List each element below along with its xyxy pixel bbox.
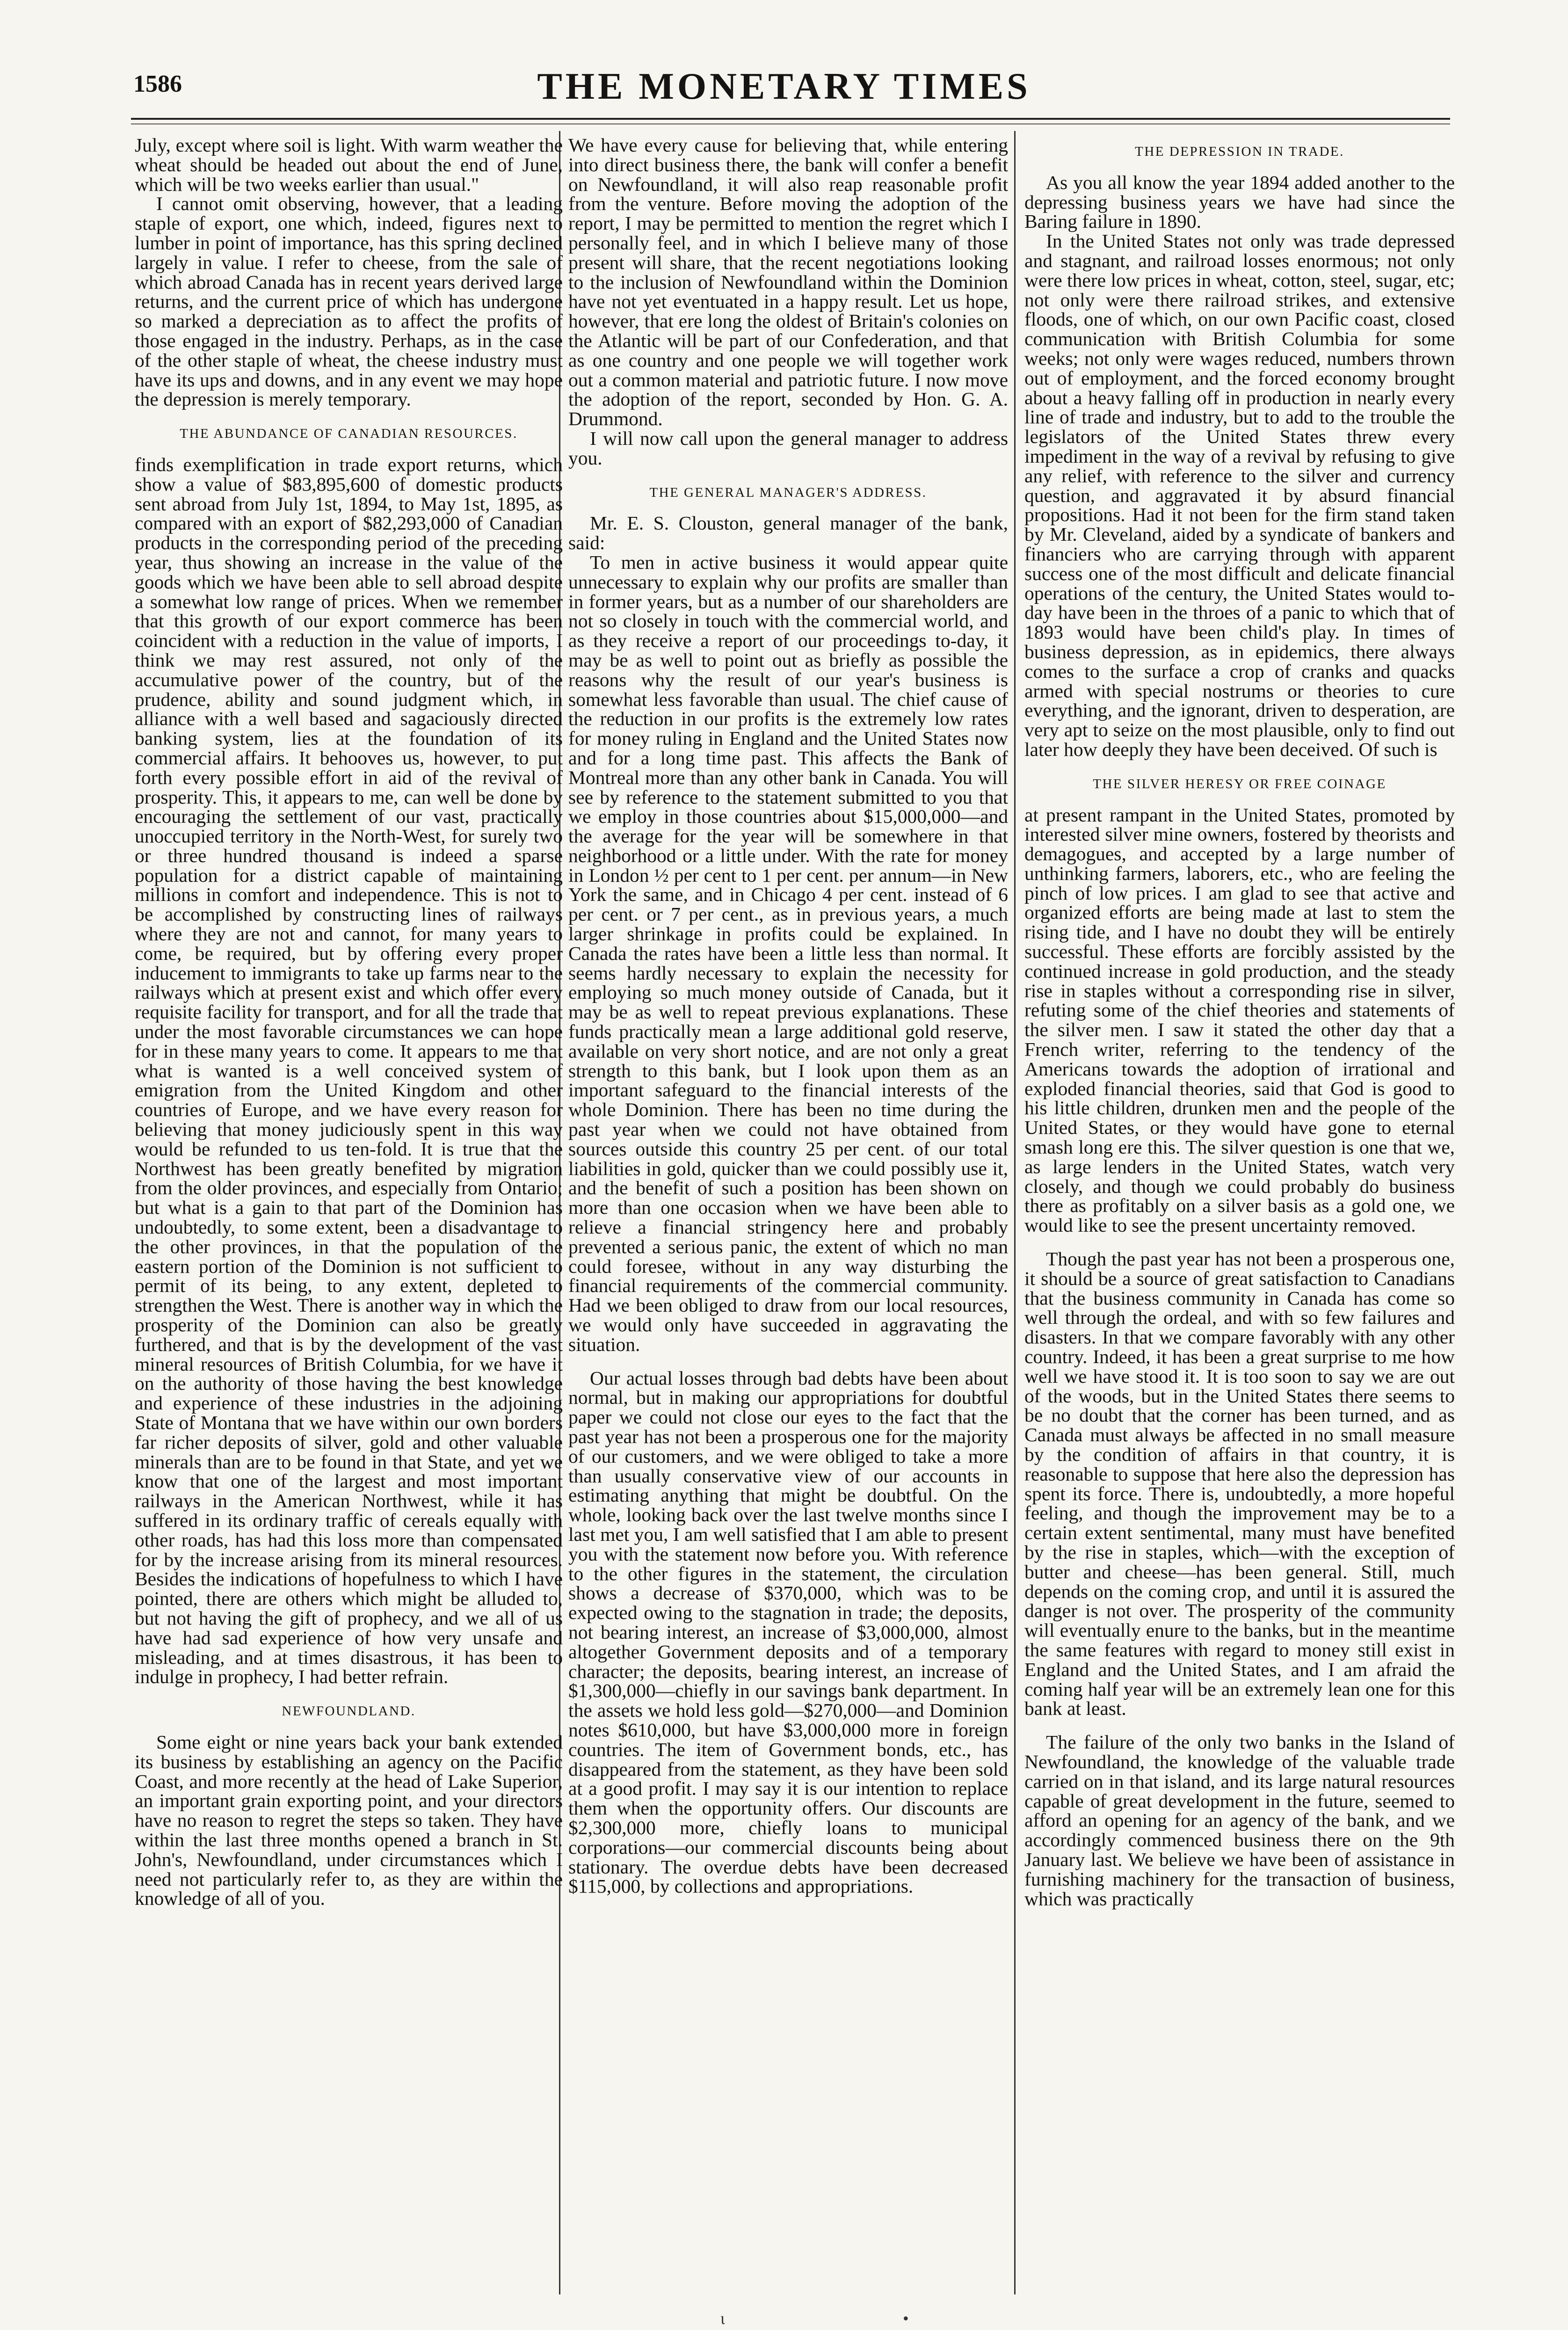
page-number: 1586 [133,71,182,97]
section-heading: NEWFOUNDLAND. [282,1704,416,1719]
paragraph: Mr. E. S. Clouston, general manager of the bank, said: [568,512,1008,554]
paragraph: finds exemplification in trade export returns, which show a value of $83,895,600 of domestic products sent abroad from July 1st, 1894, to May 1st, 1895, as compared with an export of $82,293,000 of Canadian products in the corresponding period of the preceding year, thus showing an increase in the value of the goods which we have been able to sell abroad despite a somewhat low range of prices. When we remember that this growth of our export commerce has been coincident with a reduction in the value of imports, I think we may rest assured, not only of the accumulative power of the country, but of the prudence, ability and sound judgment which, in alliance with a well based and sagaciously directed banking system, lies at the foundation of its commercial affairs. It behooves us, however, to put forth every possible effort in aid of the revival of prosperity. This, it appears to me, can well be done by encouraging the settlement of our vast, practically unoccupied territory in the North-West, for surely two or three hundred thousand is indeed a sparse population for a district capable of maintaining millions in comfort and independence. This is not to be accomplished by constructing lines of railways where they are not and cannot, for many years to come, be required, but by offering every proper inducement to immigrants to take up farms near to the railways which at present exist and which offer every requisite facility for transport, and for all the trade that under the most favorable circumstances we can hope for in these many years to come. It appears to me that what is wanted is a well conceived system of emigration from the United Kingdom and other countries of Europe, and we have every reason for believing that money judiciously spent in this way would be refunded to us ten-fold. It is true that the Northwest has been greatly benefited by migration from the older provinces, and especially from Ontario; but what is a gain to that part of the Dominion has undoubtedly, to some extent, been a disadvantage to the other provinces, in that the population of the eastern portion of the Dominion is not sufficient to permit of its being, to any extent, depleted to strengthen the West. There is another way in which the prosperity of the Dominion can also be greatly furthered, and that is by the development of the vast mineral resources of British Columbia, for we have it on the authority of those having the best knowledge and experience of these industries in the adjoining State of Montana that we have within our own borders far richer deposits of silver, gold and other valuable minerals than are to be found in that State, and yet we know that one of the largest and most important railways in the American Northwest, while it has suffered in its ordinary traffic of cereals equally with other roads, has had this loss more than compensated for by the increase arising from its mineral resources. Besides the indications of hopefulness to which I have pointed, there are others which might be alluded to, but not having the gift of prophecy, and we all of us have had sad experience of how very unsafe and misleading, and at times disastrous, it has been to indulge in prophecy, I had better refrain. [135,453,563,1688]
paragraph: Some eight or nine years back your bank extended its business by establishing an agency on the Pacific Coast, and more recently at the head of Lake Superior, an important grain exporting point, and your directors have no reason to regret the steps so taken. They have within the last three months opened a branch in St. John's, Newfoundland, under circumstances which I need not particularly refer to, as they are within the knowledge of all of you. [135,1731,563,1909]
masthead-title: THE MONETARY TIMES [537,66,1031,107]
column-1 [135,136,563,1909]
paragraph: I will now call upon the general manager to address you. [568,427,1008,469]
footer-mark: ι [720,2309,725,2328]
section-heading: THE ABUNDANCE OF CANADIAN RESOURCES. [180,426,518,442]
section-heading: THE DEPRESSION IN TRADE. [1135,144,1344,159]
paragraph: at present rampant in the United States, promoted by interested silver mine owners, fostered by theorists and demagogues, and accepted by a large number of unthinking farmers, laborers, etc., who are feeling the pinch of low prices. I am glad to see that active and organized efforts are being made at last to stem the rising tide, and I have no doubt they will be entirely successful. These efforts are forcibly assisted by the continued increase in gold production, and the steady rise in staples without a corresponding rise in silver, refuting some of the chief theories and statements of the silver men. I saw it stated the other day that a French writer, referring to the tendency of the Americans towards the adoption of irrational and exploded financial theories, said that God is good to his little children, drunken men and the people of the United States, or they would have gone to eternal smash long ere this. The silver question is one that we, as large lenders in the United States, watch very closely, and though we could probably do business there as profitably on a silver basis as a gold one, we would like to see the present uncertainty removed. [1024,804,1455,1236]
section-heading: THE GENERAL MANAGER'S ADDRESS. [649,485,927,500]
paragraph: As you all know the year 1894 added another to the depressing business years we have had since the Baring failure in 1890. [1024,171,1455,232]
paragraph: To men in active business it would appear quite unnecessary to explain why our profits are smaller than in former years, but as a number of our shareholders are not so closely in touch with the commercial world, and as they receive a report of our proceedings to-day, it may be as well to point out as briefly as possible the reasons why the result of our year's business is somewhat less favorable than usual. The chief cause of the reduction in our profits is the extremely low rates for money ruling in England and the United States now and for a long time past. This affects the Bank of Montreal more than any other bank in Canada. You will see by reference to the statement submitted to you that we employ in those countries about $15,000,000—and the average for the year will be somewhere in that neighborhood or a little under. With the rate for money in London ½ per cent to 1 per cent. per annum—in New York the same, and in Chicago 4 per cent. instead of 6 per cent. or 7 per cent., as in previous years, a much larger shrinkage in profits could be explained. In Canada the rates have been a little less than normal. It seems hardly necessary to explain the necessity for employing so much money outside of Canada, but it may be as well to repeat previous explanations. These funds practically mean a large additional gold reserve, available on very short notice, and are not only a great strength to this bank, but I look upon them as an important safeguard to the financial interests of the whole Dominion. There has been no time during the past year when we could not have obtained from sources outside this country 25 per cent. of our total liabilities in gold, quicker than we could possibly use it, and the benefit of such a position has been shown on more than one occasion when we have been able to relieve a financial stringency here and probably prevented a serious panic, the extent of which no man could foresee, without in any way disturbing the financial requirements of the commercial community. Had we been obliged to draw from our local resources, we would only have succeeded in aggravating the situation. [568,551,1008,1355]
section-heading: THE SILVER HERESY OR FREE COINAGE [1093,776,1387,791]
column-divider [1014,131,1016,2294]
paragraph: Our actual losses through bad debts have been about normal, but in making our appropriations for doubtful paper we could not close our eyes to the fact that the past year has not been a prosperous one for the majority of our customers, and we were obliged to take a more than usually conservative view of our accounts in estimating anything that might be doubtful. On the whole, looking back over the last twelve months since I last met you, I am well satisfied that I am able to present you with the statement now before you. With reference to the other figures in the statement, the circulation shows a decrease of $370,000, which was to be expected owing to the stagnation in trade; the deposits, not bearing interest, an increase of $3,000,000, almost altogether Government deposits and of a temporary character; the deposits, bearing interest, an increase of $1,300,000—chiefly in our savings bank department. In the assets we hold less gold—$270,000—and Dominion notes $610,000, but have $3,000,000 more in foreign countries. The item of Government bonds, etc., has disappeared from the statement, as they have been sold at a good profit. I may say it is our intention to replace them when the opportunity offers. Our discounts are $2,300,000 more, chiefly loans to municipal corporations—our commercial discounts being about stationary. The overdue debts have been decreased $115,000, by collections and appropriations. [568,1367,1008,1897]
paragraph: July, except where soil is light. With warm weather the wheat should be headed out about the end of June, which will be two weeks earlier than usual." [135,134,563,195]
header-rule [131,118,1450,120]
paragraph: We have every cause for believing that, while entering into direct business there, the bank will confer a benefit on Newfoundland, it will also reap reasonable profit from the venture. Before moving the adoption of the report, I may be permitted to mention the regret which I personally feel, and in which I believe many of those present will share, that the recent negotiations looking to the inclusion of Newfoundland within the Dominion have not yet eventuated in a happy result. Let us hope, however, that ere long the oldest of Britain's colonies on the Atlantic will be part of our Confederation, and that as one country and one people we will together work out a common material and patriotic future. I now move the adoption of the report, seconded by Hon. G. A. Drummond. [568,134,1008,430]
footer-mark: • [903,2309,909,2328]
column-3 [1024,136,1455,1909]
paragraph: I cannot omit observing, however, that a leading staple of export, one which, indeed, figures next to lumber in point of importance, has this spring declined largely in value. I refer to cheese, from the sale of which abroad Canada has in recent years derived large returns, and the current price of which has undergone so marked a depreciation as to affect the profits of those engaged in the industry. Perhaps, as in the case of the other staple of wheat, the cheese industry must have its ups and downs, and in any event we may hope the depression is merely temporary. [135,193,563,410]
column-2 [568,136,1008,1896]
paragraph: Though the past year has not been a prosperous one, it should be a source of great satisfaction to Canadians that the business community in Canada has come so well through the ordeal, and with so few failures and disasters. In that we compare favorably with any other country. Indeed, it has been a great surprise to me how well we have stood it. It is too soon to say we are out of the woods, but in the United States there seems to be no doubt that the corner has been turned, and as Canada must always be affected in no small measure by the condition of affairs in that country, it is reasonable to suppose that here also the depression has spent its force. There is, undoubtedly, a more hopeful feeling, and though the improvement may be to a certain extent sentimental, many must have benefited by the rise in staples, which—with the exception of butter and cheese—has been general. Still, much depends on the coming crop, and until it is assured the danger is not over. The prosperity of the community will eventually enure to the banks, but in the meantime the same features with regard to money still exist in England and the United States, and I am afraid the coming half year will be an extremely lean one for this bank at least. [1024,1248,1455,1720]
paragraph: In the United States not only was trade depressed and stagnant, and railroad losses enormous; not only were there low prices in wheat, cotton, steel, sugar, etc; not only were there railroad strikes, and extensive floods, one of which, on our own Pacific coast, closed communication with British Columbia for some weeks; not only were wages reduced, numbers thrown out of employment, and the forced economy brought about a heavy falling off in production in nearly every line of trade and industry, but to add to the trouble the legislators of the United States threw every impediment in the way of a revival by refusing to give any relief, with reference to the silver and currency question, and aggravated it by absurd financial propositions. Had it not been for the firm stand taken by Mr. Cleveland, aided by a syndicate of bankers and financiers who are carrying through with apparent success one of the most difficult and delicate financial operations of the century, the United States would to-day have been in the throes of a panic to which that of 1893 would have been child's play. In times of business depression, as in epidemics, there always comes to the surface a crop of cranks and quacks armed with special nostrums or theories to cure everything, and the ignorant, driven to desperation, are very apt to seize on the most plausible, only to find out later how deeply they have been deceived. Of such is [1024,230,1455,760]
header-rule-thin [131,123,1450,124]
paragraph: The failure of the only two banks in the Island of Newfoundland, the knowledge of the valuable trade carried on in that island, and its large natural resources capable of great development in the future, seemed to afford an opening for an agency of the bank, and we accordingly commenced business there on the 9th January last. We believe we have been of assistance in furnishing machinery for the transaction of business, which was practically [1024,1731,1455,1909]
